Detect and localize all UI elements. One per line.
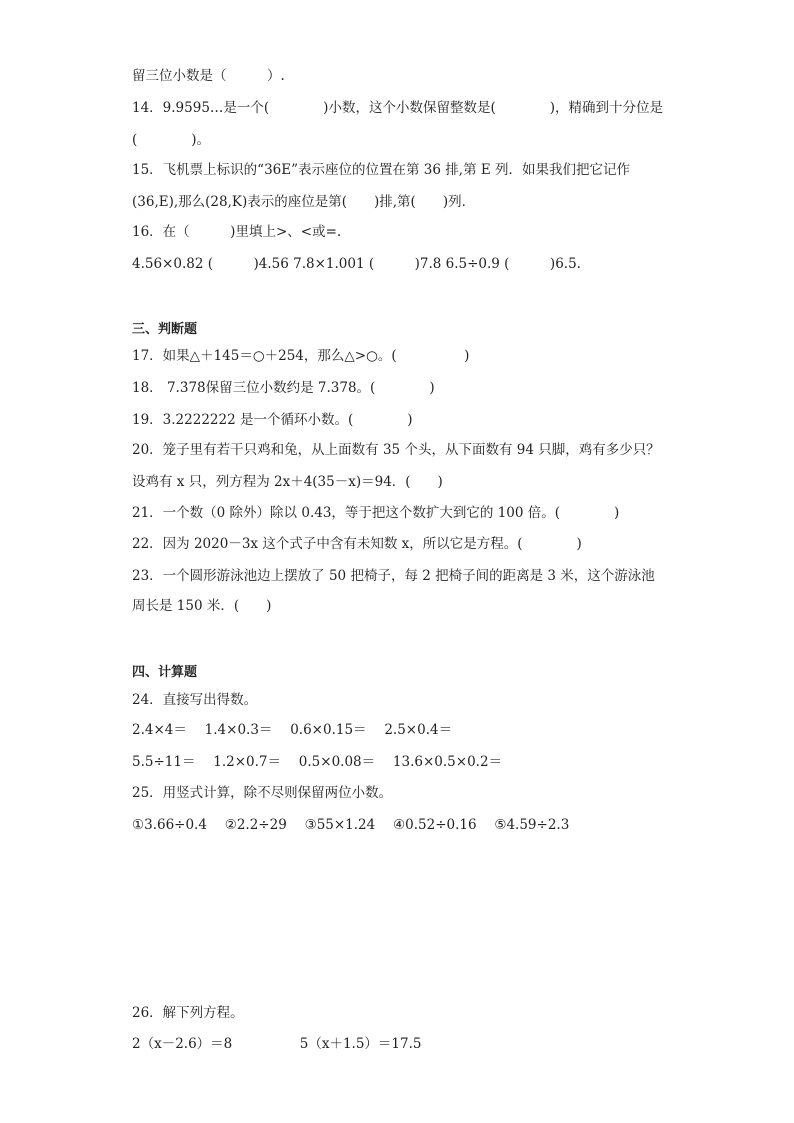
question-20: 20．笼子里有若干只鸡和兔，从上面数有 35 个头，从下面数有 94 只脚，鸡有多少只？ [132,442,660,458]
question-22: 22．因为 2020－3x 这个式子中含有未知数 x，所以它是方程。( ) [132,536,582,552]
question-19: 19．3.2222222 是一个循环小数。( ) [132,412,413,428]
question-24-row-2: 5.5÷11＝ 1.2×0.7＝ 0.5×0.08＝ 13.6×0.5×0.2＝ [132,754,503,770]
question-26-equations: 2（x－2.6）＝8 5（x＋1.5）＝17.5 [132,1036,422,1052]
section-3-title: 三、判断题 [132,322,198,337]
question-26: 26．解下列方程。 [132,1005,244,1021]
question-18: 18． 7.3̇78̇保留三位小数约是 7.378。( ) [132,380,435,396]
question-23-cont: 周长是 150 米．( ) [132,598,272,614]
question-15-cont: (36,E),那么(28,K)表示的座位是第( )排,第( )列． [132,194,476,210]
question-17: 17．如果△＋145＝○＋254，那么△>○。( ) [132,348,470,364]
question-14-cont: ( )。 [132,132,211,148]
section-4-title: 四、计算题 [132,665,198,680]
question-15: 15．飞机票上标识的“36E”表示座位的位置在第 36 排,第 E 列．如果我们把它记作 [132,162,631,178]
question-14: 14．9.9595…是一个( )小数，这个小数保留整数是( )，精确到十分位是 [132,100,663,116]
question-25: 25．用竖式计算，除不尽则保留两位小数。 [132,785,393,801]
question-21: 21．一个数（0 除外）除以 0.43，等于把这个数扩大到它的 100 倍。( ) [132,505,620,521]
question-20-cont: 设鸡有 x 只，列方程为 2x＋4(35－x)＝94．( ) [132,474,443,490]
question-16: 16．在（ )里填上>、<或=. [132,224,342,240]
line-1: 留三位小数是（ ）. [132,68,285,84]
question-25-items: ①3.66÷0.4 ②2.2÷29 ③55×1.24 ④0.52÷0.16 ⑤4.59÷2.3 [132,817,570,833]
question-16-items: 4.56×0.82 ( )4.56 7.8×1.001 ( )7.8 6.5÷0.9 ( )6.5. [132,256,581,272]
question-24-row-1: 2.4×4＝ 1.4×0.3＝ 0.6×0.15＝ 2.5×0.4＝ [132,722,453,738]
question-24: 24．直接写出得数。 [132,692,258,708]
question-23: 23．一个圆形游泳池边上摆放了 50 把椅子，每 2 把椅子间的距离是 3 米，这个游泳池 [132,568,655,584]
